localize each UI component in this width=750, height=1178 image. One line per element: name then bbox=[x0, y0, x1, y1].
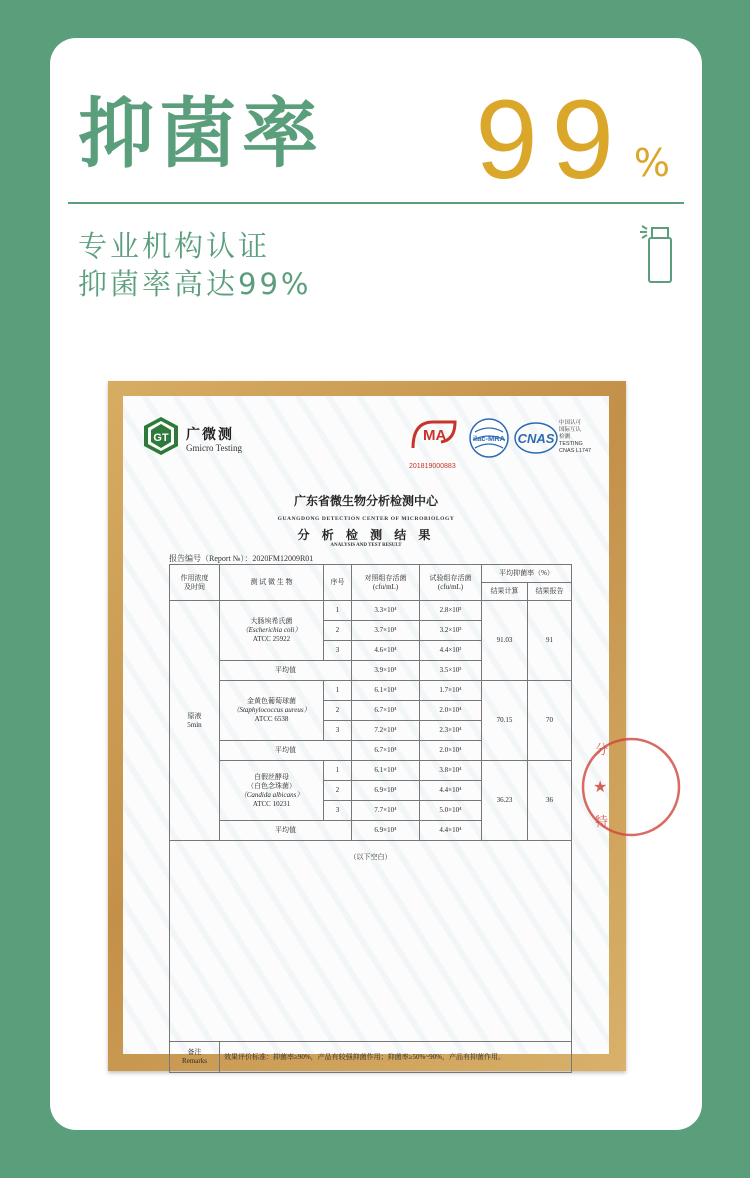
seq-cell: 2 bbox=[324, 701, 352, 721]
organism-latin: （Candida albicans） bbox=[239, 790, 304, 799]
control-cell: 6.7×10⁴ bbox=[352, 701, 420, 721]
table-row bbox=[170, 681, 572, 701]
cnas-label: CNAS bbox=[517, 431, 555, 446]
condition-cell bbox=[170, 601, 220, 841]
test-cell: 3.2×10³ bbox=[420, 621, 482, 641]
rate-calc-cell: 91.03 bbox=[482, 601, 528, 681]
test-cell: 2.0×10⁴ bbox=[420, 701, 482, 721]
remarks-label-en: Remarks bbox=[182, 1057, 207, 1065]
red-seal-stamp bbox=[581, 732, 631, 842]
cnas-info bbox=[559, 420, 591, 455]
avg-test-cell: 4.4×10⁴ bbox=[420, 821, 482, 841]
test-cell: 1.7×10⁴ bbox=[420, 681, 482, 701]
gmicro-logo-icon bbox=[143, 416, 179, 456]
organism-strain: ATCC 6538 bbox=[254, 715, 289, 723]
test-cell: 4.4×10⁴ bbox=[420, 781, 482, 801]
stamp-char: 特 bbox=[595, 815, 609, 830]
cnas-info-line: CNAS L1747 bbox=[559, 448, 592, 454]
header-conc-time bbox=[170, 565, 220, 601]
brand-name-cn: 广微测 bbox=[186, 427, 234, 443]
ilac-mra-icon bbox=[470, 419, 508, 457]
header-organism: 测 试 微 生 物 bbox=[220, 565, 324, 601]
header-divider bbox=[68, 202, 684, 204]
table-row bbox=[170, 761, 572, 781]
test-cell: 3.8×10⁴ bbox=[420, 761, 482, 781]
avg-control-cell: 3.9×10⁴ bbox=[352, 661, 420, 681]
organism-name: 白假丝酵母 bbox=[254, 772, 289, 781]
headline: 抑菌率 bbox=[78, 89, 324, 178]
condition-text: 5min bbox=[187, 720, 202, 729]
test-cell: 2.8×10³ bbox=[420, 601, 482, 621]
control-cell: 6.9×10⁴ bbox=[352, 781, 420, 801]
organism-name: 大肠埃希氏菌 bbox=[250, 617, 293, 625]
avg-control-cell: 6.9×10⁴ bbox=[352, 821, 420, 841]
rate-report-cell: 70 bbox=[528, 681, 572, 761]
organism-latin: （Staphylococcus aureus） bbox=[232, 706, 311, 714]
center-name-en: GUANGDONG DETECTION CENTER OF MICROBIOLOGY bbox=[277, 516, 455, 522]
cnas-info-line: 检测 bbox=[559, 434, 571, 440]
header-text: 试验组存活菌 bbox=[429, 573, 472, 582]
ilac-label: ilac-MRA bbox=[472, 434, 506, 443]
avg-control-cell: 6.7×10⁴ bbox=[352, 741, 420, 761]
organism-cell bbox=[220, 601, 324, 661]
subline-certified: 专业机构认证 bbox=[78, 229, 271, 263]
seq-cell: 3 bbox=[324, 641, 352, 661]
organism-strain: ATCC 25922 bbox=[252, 635, 291, 643]
header-rate: 平均抑菌率（%） bbox=[482, 565, 572, 583]
header-control bbox=[352, 565, 420, 601]
cma-mark-icon bbox=[413, 422, 455, 448]
organism-name: 金黄色葡萄球菌 bbox=[247, 697, 296, 705]
avg-test-cell: 2.0×10⁴ bbox=[420, 741, 482, 761]
cma-number: 201819000883 bbox=[409, 463, 456, 470]
seq-cell: 2 bbox=[324, 781, 352, 801]
control-cell: 6.1×10⁴ bbox=[352, 761, 420, 781]
avg-label: 平均值 bbox=[220, 741, 352, 761]
remarks-text: 效果评价标准：抑菌率≥90%，产品有较强抑菌作用；抑菌率≥50%~90%，产品有抑菌作用。 bbox=[220, 1042, 572, 1073]
rate-calc-cell: 36.23 bbox=[482, 761, 528, 841]
table-row bbox=[170, 601, 572, 621]
stamp-char: 分 bbox=[595, 743, 609, 758]
remarks-label bbox=[170, 1042, 220, 1073]
header-text: 对照组存活菌 bbox=[364, 573, 407, 582]
cma-label: MA bbox=[423, 427, 447, 444]
percent-value: 99 bbox=[475, 77, 628, 202]
cnas-mark-icon bbox=[515, 423, 557, 453]
control-cell: 4.6×10⁴ bbox=[352, 641, 420, 661]
test-cell: 4.4×10³ bbox=[420, 641, 482, 661]
seq-cell: 1 bbox=[324, 681, 352, 701]
organism-name-alt: （白色念珠菌） bbox=[247, 781, 296, 790]
header-seq: 序号 bbox=[324, 565, 352, 601]
avg-label: 平均值 bbox=[220, 661, 352, 681]
result-title-en: ANALYSIS AND TEST RESULT bbox=[330, 543, 402, 548]
control-cell: 3.3×10⁴ bbox=[352, 601, 420, 621]
rate-report-cell: 36 bbox=[528, 761, 572, 841]
percent-unit: % bbox=[633, 141, 670, 185]
subline-rate: 抑菌率高达99% bbox=[78, 267, 312, 301]
blank-note: （以下空白） bbox=[170, 841, 572, 1042]
rate-report-cell: 91 bbox=[528, 601, 572, 681]
control-cell: 3.7×10⁴ bbox=[352, 621, 420, 641]
organism-latin: （Escherichia coli） bbox=[241, 626, 302, 634]
condition-text: 原液 bbox=[187, 711, 202, 720]
seq-cell: 2 bbox=[324, 621, 352, 641]
rate-calc-cell: 70.15 bbox=[482, 681, 528, 761]
brand-name-en: Gmicro Testing bbox=[186, 443, 242, 453]
seq-cell: 1 bbox=[324, 761, 352, 781]
spray-bottle-icon bbox=[638, 222, 674, 286]
test-cell: 5.0×10⁴ bbox=[420, 801, 482, 821]
header-rate-report: 结果报告 bbox=[528, 583, 572, 601]
table-header-row bbox=[170, 565, 572, 583]
control-cell: 6.1×10⁴ bbox=[352, 681, 420, 701]
organism-strain: ATCC 10231 bbox=[252, 799, 291, 808]
header-text: 及时间 bbox=[184, 582, 205, 591]
stamp-star-icon: ★ bbox=[593, 777, 608, 796]
cnas-info-line: 中国认可 bbox=[559, 420, 582, 426]
seq-cell: 3 bbox=[324, 801, 352, 821]
cnas-info-line: TESTING bbox=[559, 441, 583, 447]
seq-cell: 1 bbox=[324, 601, 352, 621]
organism-cell bbox=[220, 761, 324, 821]
seq-cell: 3 bbox=[324, 721, 352, 741]
header-rate-calc: 结果计算 bbox=[482, 583, 528, 601]
gmicro-logo-text: GT bbox=[153, 432, 169, 444]
table-remarks-row bbox=[170, 1042, 572, 1073]
control-cell: 7.2×10⁴ bbox=[352, 721, 420, 741]
organism-cell bbox=[220, 681, 324, 741]
header-test bbox=[420, 565, 482, 601]
test-cell: 2.3×10⁴ bbox=[420, 721, 482, 741]
header-text: 作用浓度 bbox=[180, 573, 209, 582]
cnas-info-line: 国际互认 bbox=[559, 427, 582, 433]
report-number: 报告编号（Report №）：2020FM12009R01 bbox=[169, 554, 314, 563]
remarks-label-cn: 备注 bbox=[187, 1048, 202, 1056]
result-title-cn: 分 析 检 测 结 果 bbox=[297, 528, 435, 542]
certificate-frame bbox=[108, 381, 626, 1071]
control-cell: 7.7×10⁴ bbox=[352, 801, 420, 821]
certificate-paper bbox=[123, 396, 609, 1065]
content-card bbox=[50, 38, 702, 1130]
avg-test-cell: 3.5×10³ bbox=[420, 661, 482, 681]
header-text: (cfu/mL) bbox=[437, 582, 464, 591]
avg-label: 平均值 bbox=[220, 821, 352, 841]
percent-display bbox=[475, 77, 670, 202]
test-result-table bbox=[169, 564, 572, 1073]
table-blank-row bbox=[170, 841, 572, 1042]
header-text: (cfu/mL) bbox=[372, 582, 399, 591]
center-name-cn: 广东省微生物分析检测中心 bbox=[293, 494, 438, 508]
